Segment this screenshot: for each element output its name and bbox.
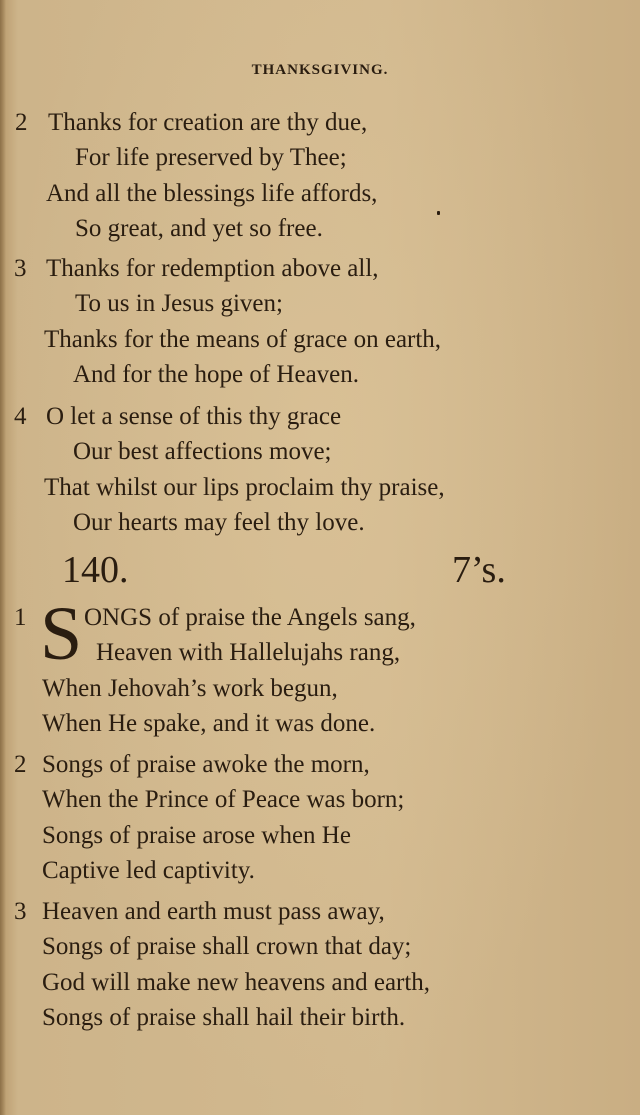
verse-number: 2 <box>14 751 27 778</box>
verse-number: 3 <box>14 898 27 925</box>
verse-line: Heaven and earth must pass away, <box>42 898 385 925</box>
verse-line: Thanks for creation are thy due, <box>48 109 368 136</box>
verse-line: And for the hope of Heaven. <box>73 360 360 388</box>
verse-top-3 <box>0 251 640 392</box>
verse-line: Our hearts may feel thy love. <box>73 508 365 536</box>
verse-line: When He spake, and it was done. <box>42 709 376 737</box>
verse-line: Songs of praise shall crown that day; <box>42 933 412 961</box>
verse-bottom-1 <box>0 600 640 741</box>
verse-line: Thanks for redemption above all, <box>46 255 379 282</box>
verse-line: God will make new heavens and earth, <box>42 968 431 996</box>
verse-number: 1 <box>14 604 27 631</box>
verse-line: ONGS of praise the Angels sang, <box>84 604 416 631</box>
verse-line: For life preserved by Thee; <box>75 144 347 172</box>
drop-cap: S <box>40 592 83 676</box>
verse-line: Our best affections move; <box>73 438 332 466</box>
verse-number: 4 <box>14 403 27 430</box>
verse-line: That whilst our lips proclaim thy praise, <box>44 473 445 501</box>
verse-number: 2 <box>15 109 28 136</box>
ink-speck <box>437 211 440 215</box>
verse-top-2 <box>0 105 640 246</box>
hymn-number: 140. <box>62 549 129 591</box>
verse-line: Songs of praise shall hail their birth. <box>42 1003 406 1031</box>
verse-line: Heaven with Hallelujahs rang, <box>96 639 401 667</box>
hymn-heading <box>0 548 640 598</box>
verse-bottom-3 <box>0 894 640 1035</box>
verse-bottom-2 <box>0 747 640 888</box>
verse-number: 3 <box>14 255 27 282</box>
verse-line: Songs of praise arose when He <box>42 821 351 849</box>
verse-line: Captive led captivity. <box>42 856 255 884</box>
running-head: THANKSGIVING. <box>251 62 389 78</box>
verse-line: And all the blessings life affords, <box>46 179 378 207</box>
verse-top-4 <box>0 399 640 540</box>
verse-line: O let a sense of this thy grace <box>46 403 342 430</box>
verse-line: Songs of praise awoke the morn, <box>42 751 370 778</box>
verse-line: When Jehovah’s work begun, <box>42 674 338 702</box>
hymn-meter: 7’s. <box>452 549 506 591</box>
verse-line: To us in Jesus given; <box>75 290 283 318</box>
verse-line: Thanks for the means of grace on earth, <box>44 325 442 353</box>
verse-line: So great, and yet so free. <box>75 214 323 242</box>
verse-line: When the Prince of Peace was born; <box>42 786 405 814</box>
